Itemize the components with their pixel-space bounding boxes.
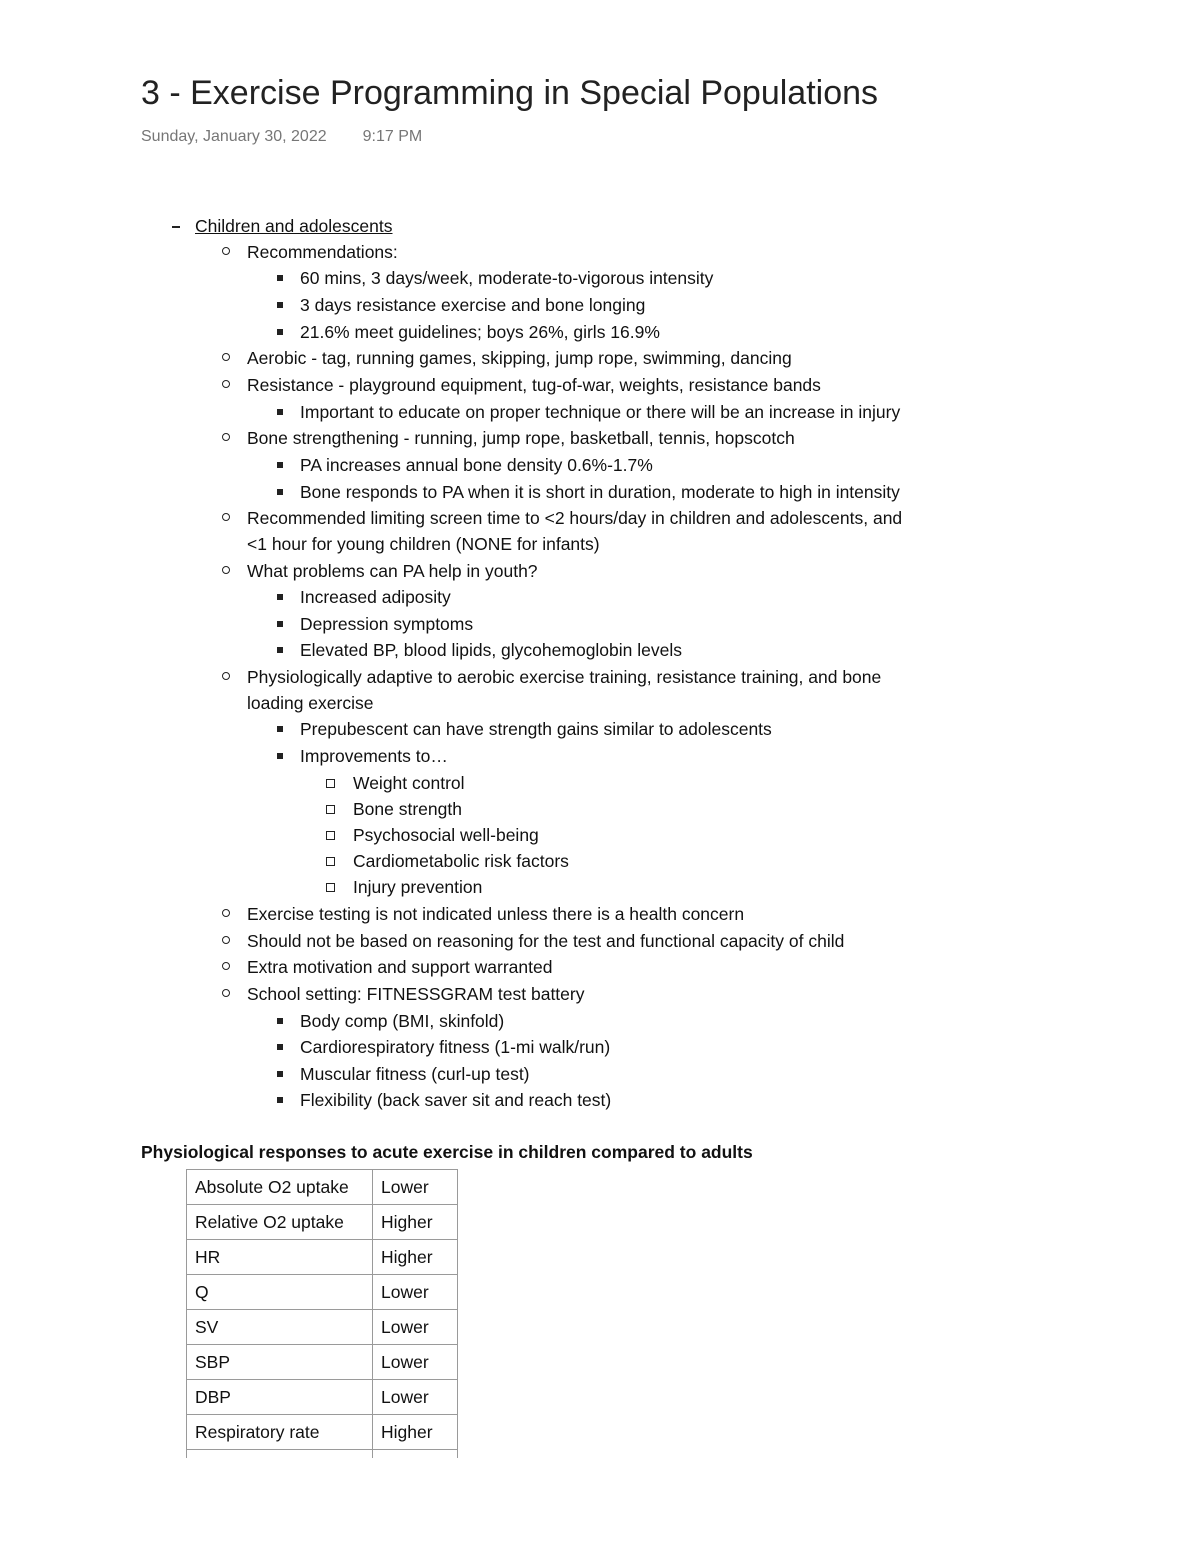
dash-bullet-icon [172, 226, 180, 228]
hollow-square-bullet-icon [326, 883, 335, 892]
circle-bullet-icon [222, 936, 230, 944]
hollow-square-bullet-icon [326, 831, 335, 840]
table-cell-response: Lower [373, 1310, 458, 1345]
table-cell-measure: Q [187, 1275, 373, 1310]
circle-bullet-icon [222, 433, 230, 441]
table-row [187, 1380, 458, 1415]
circle-bullet-icon [222, 909, 230, 917]
circle-bullet-icon [222, 513, 230, 521]
table-cell-response: Higher [373, 1205, 458, 1240]
circle-bullet-icon [222, 353, 230, 361]
table-cell-measure: DBP [187, 1380, 373, 1415]
section-heading-children: Children and adolescents [195, 216, 393, 236]
circle-bullet-icon [222, 380, 230, 388]
table-cell-response: Higher [373, 1240, 458, 1275]
responses-table [186, 1169, 458, 1458]
square-bullet-icon [277, 1018, 283, 1024]
table-cell-measure: HR [187, 1240, 373, 1275]
table-cell-response: Lower [373, 1345, 458, 1380]
square-bullet-icon [277, 1071, 283, 1077]
page-timestamp [141, 128, 422, 146]
table-row [187, 1415, 458, 1450]
table-cell-response: Higher [373, 1415, 458, 1450]
table-row [187, 1345, 458, 1380]
table-row [187, 1310, 458, 1345]
table-row [187, 1170, 458, 1205]
square-bullet-icon [277, 489, 283, 495]
square-bullet-icon [277, 726, 283, 732]
square-bullet-icon [277, 621, 283, 627]
table-cell-response: Lower [373, 1170, 458, 1205]
hollow-square-bullet-icon [326, 857, 335, 866]
circle-bullet-icon [222, 989, 230, 997]
square-bullet-icon [277, 647, 283, 653]
table-cell-measure: Relative O2 uptake [187, 1205, 373, 1240]
square-bullet-icon [277, 409, 283, 415]
square-bullet-icon [277, 594, 283, 600]
table-cell-measure: SBP [187, 1345, 373, 1380]
square-bullet-icon [277, 462, 283, 468]
responses-heading: Physiological responses to acute exercise in children compared to adults [141, 1142, 753, 1162]
square-bullet-icon [277, 302, 283, 308]
square-bullet-icon [277, 1097, 283, 1103]
page-title: 3 - Exercise Programming in Special Populations [141, 74, 879, 112]
page-date: Sunday, January 30, 2022 [141, 128, 327, 145]
table-cell-measure: Absolute O2 uptake [187, 1170, 373, 1205]
table-cell-measure: SV [187, 1310, 373, 1345]
square-bullet-icon [277, 753, 283, 759]
circle-bullet-icon [222, 962, 230, 970]
table-cell-response: Lower [373, 1275, 458, 1310]
square-bullet-icon [277, 329, 283, 335]
hollow-square-bullet-icon [326, 805, 335, 814]
circle-bullet-icon [222, 672, 230, 680]
hollow-square-bullet-icon [326, 779, 335, 788]
square-bullet-icon [277, 1044, 283, 1050]
table-cell-response: Lower [373, 1380, 458, 1415]
circle-bullet-icon [222, 247, 230, 255]
square-bullet-icon [277, 275, 283, 281]
table-row-cut-off [187, 1450, 458, 1458]
table-cell-measure: Respiratory rate [187, 1415, 373, 1450]
notebook-page: 3 - Exercise Programming in Special Populations Sunday, January 30, 2022 9:17 PM Children and adolescents Recommendations: 60 mins, 3 days/week, moderate-to-vigorous intensity 3 days resistance exercise and bone longing 21.6% meet guidelines; boys 26%, girls 16.9% Aerobic - tag, running games, skipping, jump rope, swimming, dancing Resistance - playground equipment, tug-of-war, weights, resistance bands Important to educate on proper technique or there will be an increase in injury Bone strengthening - running, jump rope, basketball, tennis, hopscotch PA increases annual bone density 0.6%-1.7% Bone responds to PA when it is short in duration, moderate to high in intensity Recommended limiting screen time to <2 hours/day in children and adolescents, and <1 hour for young children (NONE for infants) What problems can PA help in youth? Increased adiposity Depression symptoms Elevated BP, blood lipids, glycohemoglobin levels Physiologically adaptive to aerobic exercise training, resistance training, and bone loading exercise Prepubescent can have strength gains similar to adolescents Improvements to… Weight control Bone strength Psychosocial well-being Cardiometabolic risk factors Injury prevention Exercise testing is not indicated unless there is a health concern Should not be based on reasoning for the test and functional capacity of child Extra motivation and support warranted School setting: FITNESSGRAM test battery Body comp (BMI, skinfold) Cardiorespiratory fitness (1-mi walk/run) Muscular fitness (curl-up test) Flexibility (back saver sit and reach test) Physiological responses to acute exercise in children compared to adults Absolute O2 uptake Lower Relative O2 uptake Higher HR Higher Q Lower SV Lower SBP Lower DBP Lower Respiratory rate Higher [0, 0, 1200, 1553]
page-time: 9:17 PM [362, 128, 423, 145]
table-row [187, 1275, 458, 1310]
table-row [187, 1240, 458, 1275]
table-row [187, 1205, 458, 1240]
circle-bullet-icon [222, 566, 230, 574]
